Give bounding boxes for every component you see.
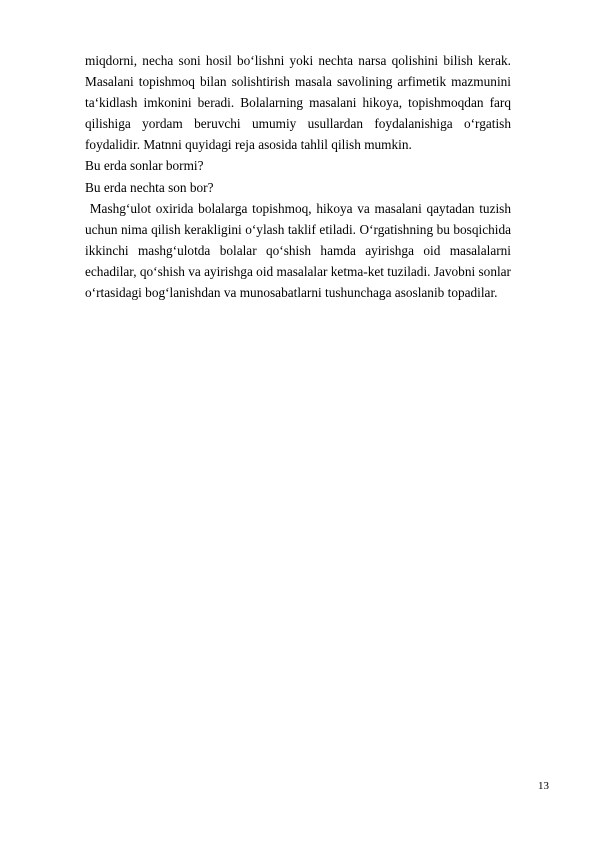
paragraph-lesson-end: Mashg‘ulot oxirida bolalarga topishmoq, hikoya va masalani qaytadan tuzish uchun nima qilish kerakligini o‘ylash taklif etiladi. O‘rgatishning bu bosqichida ikkinchi mashg‘ulotda bolalar qo‘shish hamda ayirishga oid masalalarni echadilar, qo‘shish va ayirishga oid masalalar ketma-ket tuziladi. Javobni sonlar o‘rtasidagi bog‘lanishdan va munosabatlarni tushunchaga asoslanib topadilar.	[85, 200, 515, 301]
question-numbers-count: Bu erda nechta son bor?	[85, 179, 214, 195]
question-numbers-present: Bu erda sonlar bormi?	[85, 158, 204, 174]
body-text	[85, 50, 515, 303]
paragraph-continuation: miqdorni, necha soni hosil bo‘lishni yoki nechta narsa qolishini bilish kerak. Masalani topishmoq bilan solishtirish masala savolining arfimetik mazmunini ta‘kidlash imkonini beradi. Bolalarning masalani hikoya, topishmoqdan farq qilishiga yordam beruvchi umumiy usullardan foydalanishiga o‘rgatish foydalidir. Matnni quyidagi reja asosida tahlil qilish mumkin.	[85, 53, 511, 153]
page-number: 13	[538, 780, 549, 792]
